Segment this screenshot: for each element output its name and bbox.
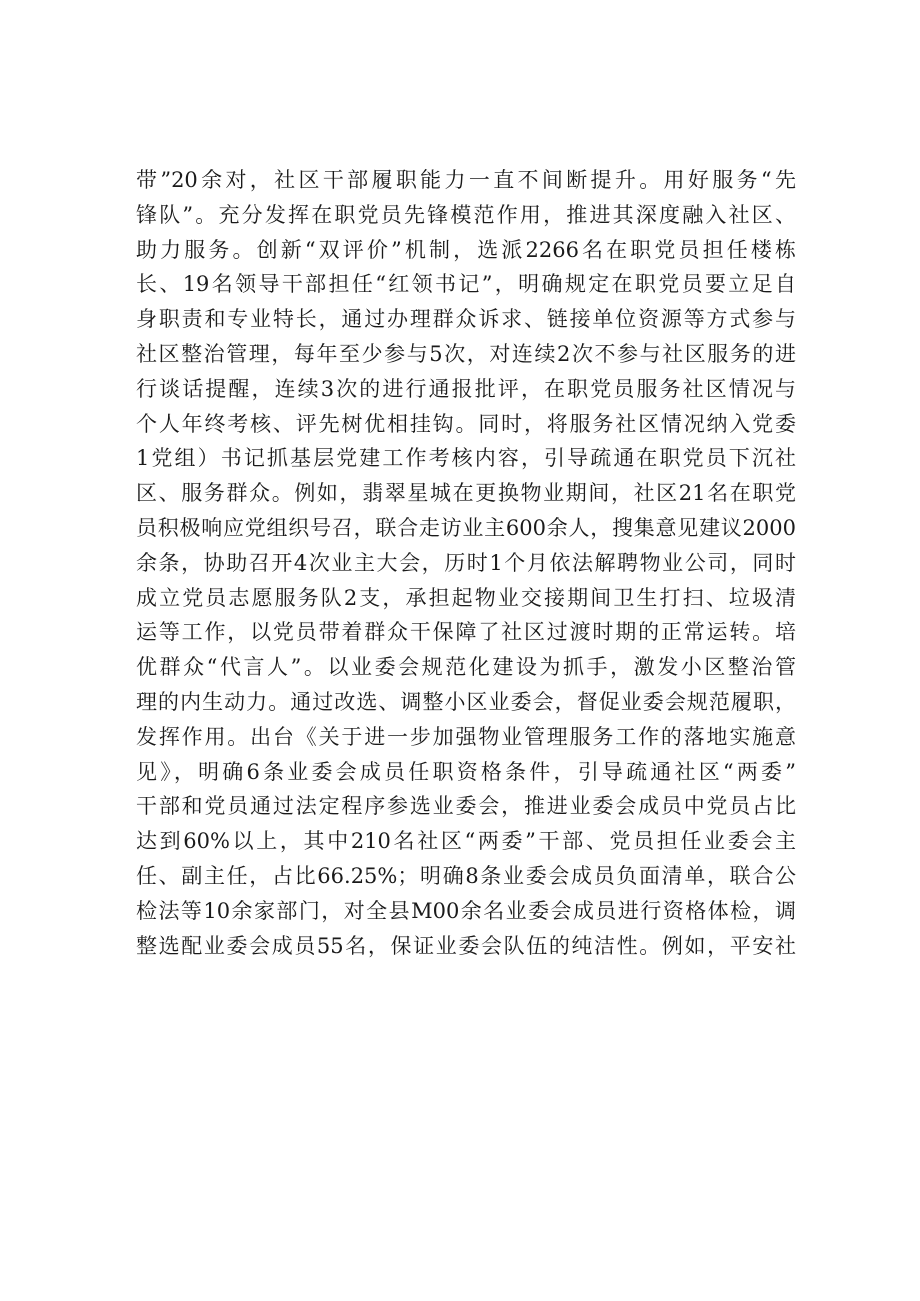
text-line: 助力服务。创新“双评价”机制，选派2266名在职党员担任楼栋 [136, 237, 796, 262]
text-line: 理的内生动力。通过改选、调整小区业委会，督促业委会规范履职， [136, 689, 796, 714]
text-line: 成立党员志愿服务队2支，承担起物业交接期间卫生打扫、垃圾清 [136, 585, 796, 610]
text-line: 员积极响应党组织号召，联合走访业主600余人，搜集意见建议2000 [136, 515, 796, 540]
text-line: 区、服务群众。例如，翡翠星城在更换物业期间，社区21名在职党 [136, 481, 796, 506]
text-line: 优群众“代言人”。以业委会规范化建设为抓手，激发小区整治管 [136, 655, 796, 680]
text-line: 干部和党员通过法定程序参选业委会，推进业委会成员中党员占比 [136, 794, 796, 819]
text-line: 见》，明确6条业委会成员任职资格条件，引导疏通社区“两委” [136, 759, 796, 784]
text-line: 检法等10余家部门，对全县M00余名业委会成员进行资格体检，调 [136, 898, 796, 923]
text-line: 身职责和专业特长，通过办理群众诉求、链接单位资源等方式参与 [136, 307, 796, 332]
text-line: 长、19名领导干部担任“红领书记”，明确规定在职党员要立足自 [136, 272, 796, 297]
text-line: 运等工作，以党员带着群众干保障了社区过渡时期的正常运转。培 [136, 620, 796, 645]
text-line: 锋队”。充分发挥在职党员先锋模范作用，推进其深度融入社区、 [136, 202, 796, 227]
text-line: 余条，协助召开4次业主大会，历时1个月依法解聘物业公司，同时 [136, 550, 796, 575]
text-line: 个人年终考核、评先树优相挂钩。同时，将服务社区情况纳入党委 [136, 411, 796, 436]
text-line: 带”20余对，社区干部履职能力一直不间断提升。用好服务“先 [136, 168, 796, 192]
body-paragraph [136, 163, 796, 963]
text-line: 任、副主任，占比66.25%；明确8条业委会成员负面清单，联合公 [136, 863, 796, 888]
text-line: 1党组）书记抓基层党建工作考核内容，引导疏通在职党员下沉社 [136, 446, 796, 471]
text-line: 整选配业委会成员55名，保证业委会队伍的纯洁性。例如，平安社 [136, 933, 796, 958]
text-line: 达到60%以上，其中210名社区“两委”干部、党员担任业委会主 [136, 829, 796, 854]
text-line: 发挥作用。出台《关于进一步加强物业管理服务工作的落地实施意 [136, 724, 796, 749]
text-line: 行谈话提醒，连续3次的进行通报批评，在职党员服务社区情况与 [136, 376, 796, 401]
text-line: 社区整治管理，每年至少参与5次，对连续2次不参与社区服务的进 [136, 341, 796, 366]
